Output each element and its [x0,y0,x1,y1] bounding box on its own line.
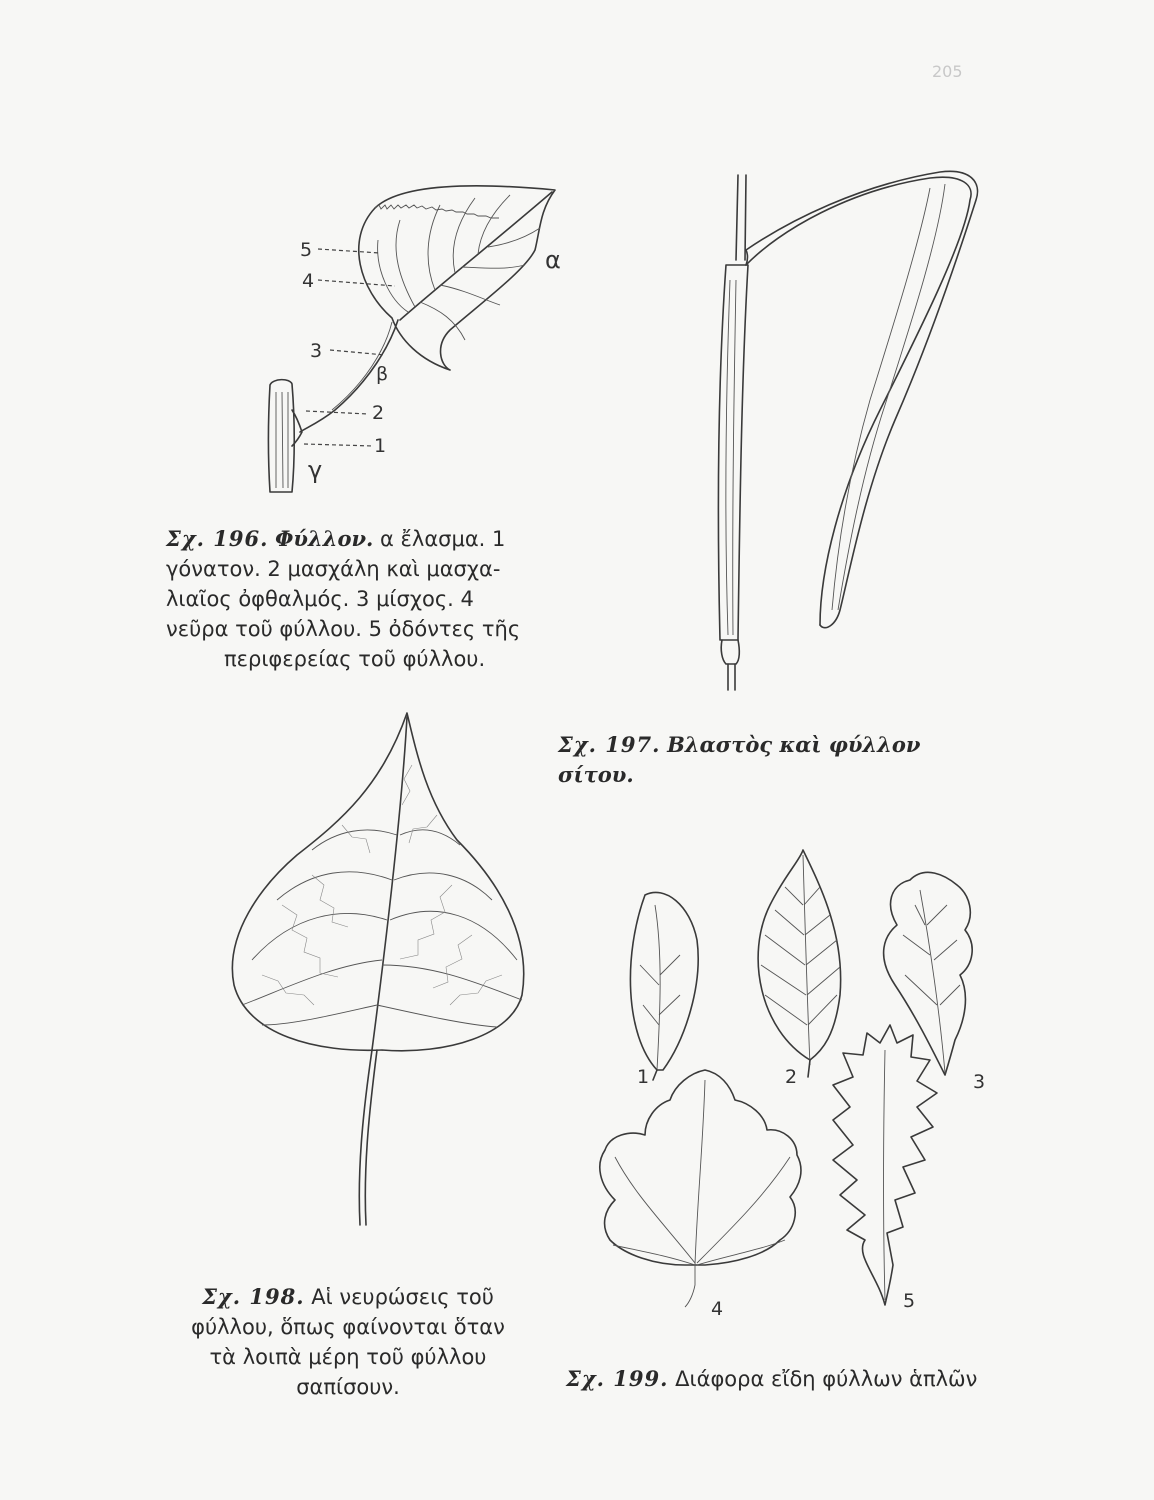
figure-196-leaf-diagram [240,170,580,505]
fig199-text: Διάφορα εἴδη φύλλων ἁπλῶν [675,1367,978,1391]
fig199-label-5: 5 [903,1290,916,1312]
label-3: 3 [310,340,323,362]
leaf-type-3 [884,872,973,1075]
figure-197-caption [558,730,988,790]
fig196-line3: λιαῖος ὀφθαλμός. 3 μίσχος. 4 [166,587,474,611]
page-number: 205 [932,62,963,81]
figure-198-leaf-skeleton [222,705,542,1230]
fig199-label-4: 4 [711,1298,724,1315]
leaf-type-2 [758,850,841,1077]
label-beta: β [376,363,389,385]
leaf-type-4 [600,1070,801,1307]
fig197-number: Σχ. 197. [558,732,661,757]
fig196-line1: α ἔλασμα. 1 [380,527,506,551]
figure-199-caption [566,1364,1006,1394]
leaf-midrib [400,192,552,320]
leaf-type-5 [833,1025,937,1305]
fig198-line1: Αἱ νευρώσεις τοῦ [311,1285,494,1309]
figure-197-wheat-stalk [690,170,990,700]
fig199-label-3: 3 [973,1071,986,1093]
fig198-line2: φύλλου, ὅπως φαίνονται ὅταν [191,1315,505,1339]
figure-196-caption [166,524,566,674]
fig199-label-2: 2 [785,1066,798,1088]
fig198-line4: σαπίσουν. [296,1375,400,1399]
label-5: 5 [300,239,313,261]
fig196-line4: νεῦρα τοῦ φύλλου. 5 ὀδόντες τῆς [166,617,521,641]
label-alpha: α [545,246,561,274]
skeleton-petiole [359,1050,377,1225]
label-2: 2 [372,402,385,424]
label-1: 1 [374,435,387,457]
fig197-title: Βλαστὸς καὶ φύλλον σίτου. [558,732,921,787]
skeleton-midrib [372,717,407,1050]
fig199-number: Σχ. 199. [566,1366,669,1391]
figure-199-leaf-types [585,845,1005,1315]
fig196-line5: περιφερείας τοῦ φύλλου. [224,647,486,671]
figure-198-caption [178,1282,518,1402]
label-4: 4 [302,270,315,292]
label-gamma: γ [308,456,323,484]
fig198-number: Σχ. 198. [202,1284,305,1309]
fig196-number: Σχ. 196. [166,526,269,551]
stem-piece [269,380,295,492]
fig196-line2: γόνατον. 2 μασχάλη καὶ μασχα- [166,557,501,581]
fig198-line3: τὰ λοιπὰ μέρη τοῦ φύλλου [209,1345,487,1369]
fig199-label-1: 1 [637,1066,650,1088]
fig196-title: Φύλλον. [275,526,374,551]
leaf-type-1 [630,892,698,1080]
leaf-blade-wheat [746,177,971,625]
